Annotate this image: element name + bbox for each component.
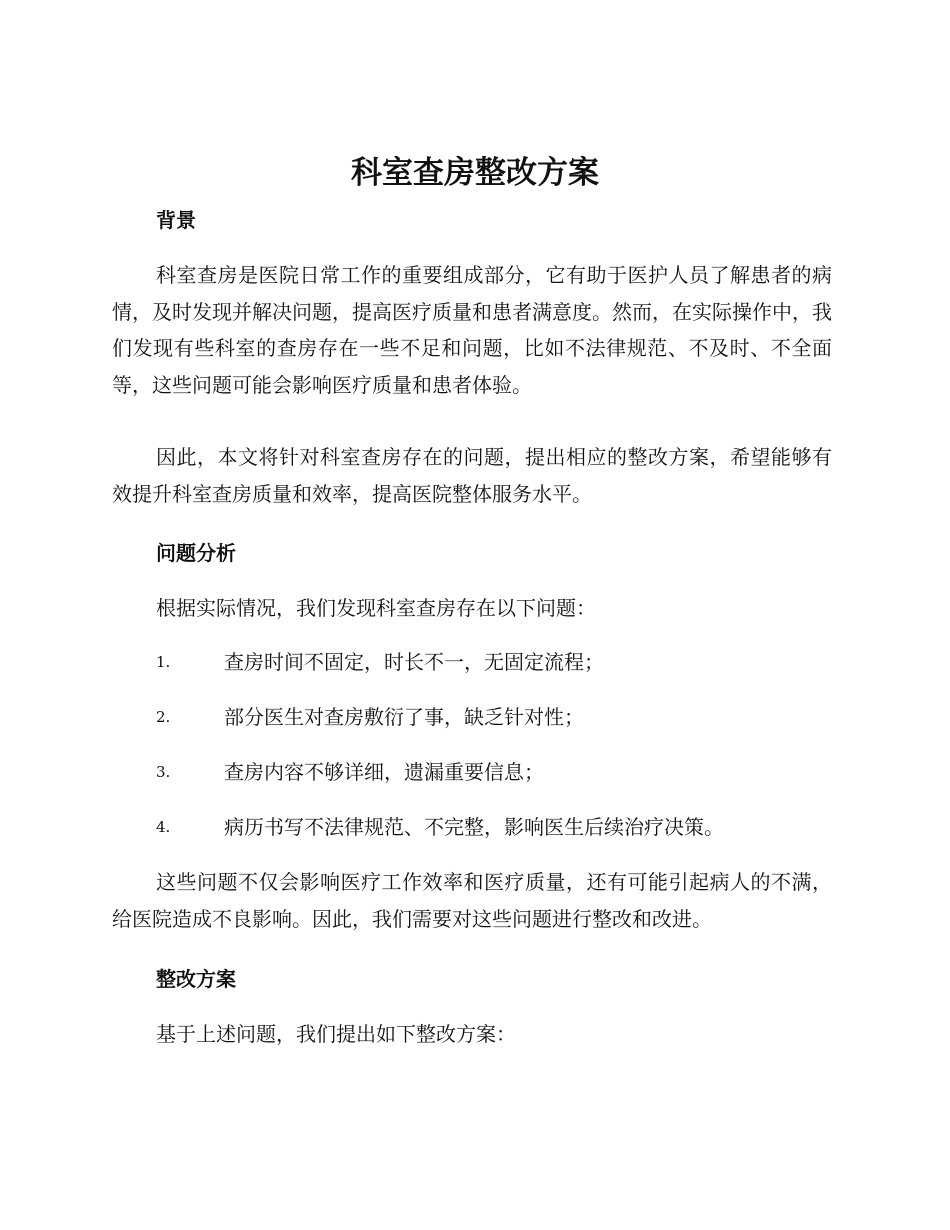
list-item: [156, 647, 836, 677]
list-item-text: 查房内容不够详细，遗漏重要信息；: [224, 760, 544, 784]
list-item-number: 1.: [156, 653, 171, 671]
section-heading-background: 背景: [156, 208, 196, 232]
analysis-conclusion: 这些问题不仅会影响医疗工作效率和医疗质量，还有可能引起病人的不满，给医院造成不良影响。因此，我们需要对这些问题进行整改和改进。: [112, 870, 832, 931]
background-paragraph-1: 科室查房是医院日常工作的重要组成部分，它有助于医护人员了解患者的病情，及时发现并解决问题，提高医疗质量和患者满意度。然而，在实际操作中，我们发现有些科室的查房存在一些不足和问题，比如不法律规范、不及时、不全面等，这些问题可能会影响医疗质量和患者体验。: [112, 263, 832, 397]
list-item: [156, 757, 836, 787]
analysis-intro: 根据实际情况，我们发现科室查房存在以下问题：: [156, 596, 596, 620]
plan-intro: 基于上述问题，我们提出如下整改方案：: [156, 1022, 516, 1046]
list-item-text: 部分医生对查房敷衍了事，缺乏针对性；: [224, 705, 584, 729]
list-item: [156, 702, 836, 732]
section-heading-plan: 整改方案: [156, 967, 236, 991]
list-item-number: 4.: [156, 818, 171, 836]
list-item-text: 查房时间不固定，时长不一，无固定流程；: [224, 650, 604, 674]
list-item-number: 3.: [156, 763, 171, 781]
list-item-text: 病历书写不法律规范、不完整，影响医生后续治疗决策。: [224, 815, 724, 839]
page-title: 科室查房整改方案: [351, 155, 599, 191]
background-paragraph-2: 因此，本文将针对科室查房存在的问题，提出相应的整改方案，希望能够有效提升科室查房质量和效率，提高医院整体服务水平。: [112, 445, 832, 506]
list-item-number: 2.: [156, 708, 171, 726]
list-item: [156, 812, 836, 842]
section-heading-analysis: 问题分析: [156, 541, 236, 565]
